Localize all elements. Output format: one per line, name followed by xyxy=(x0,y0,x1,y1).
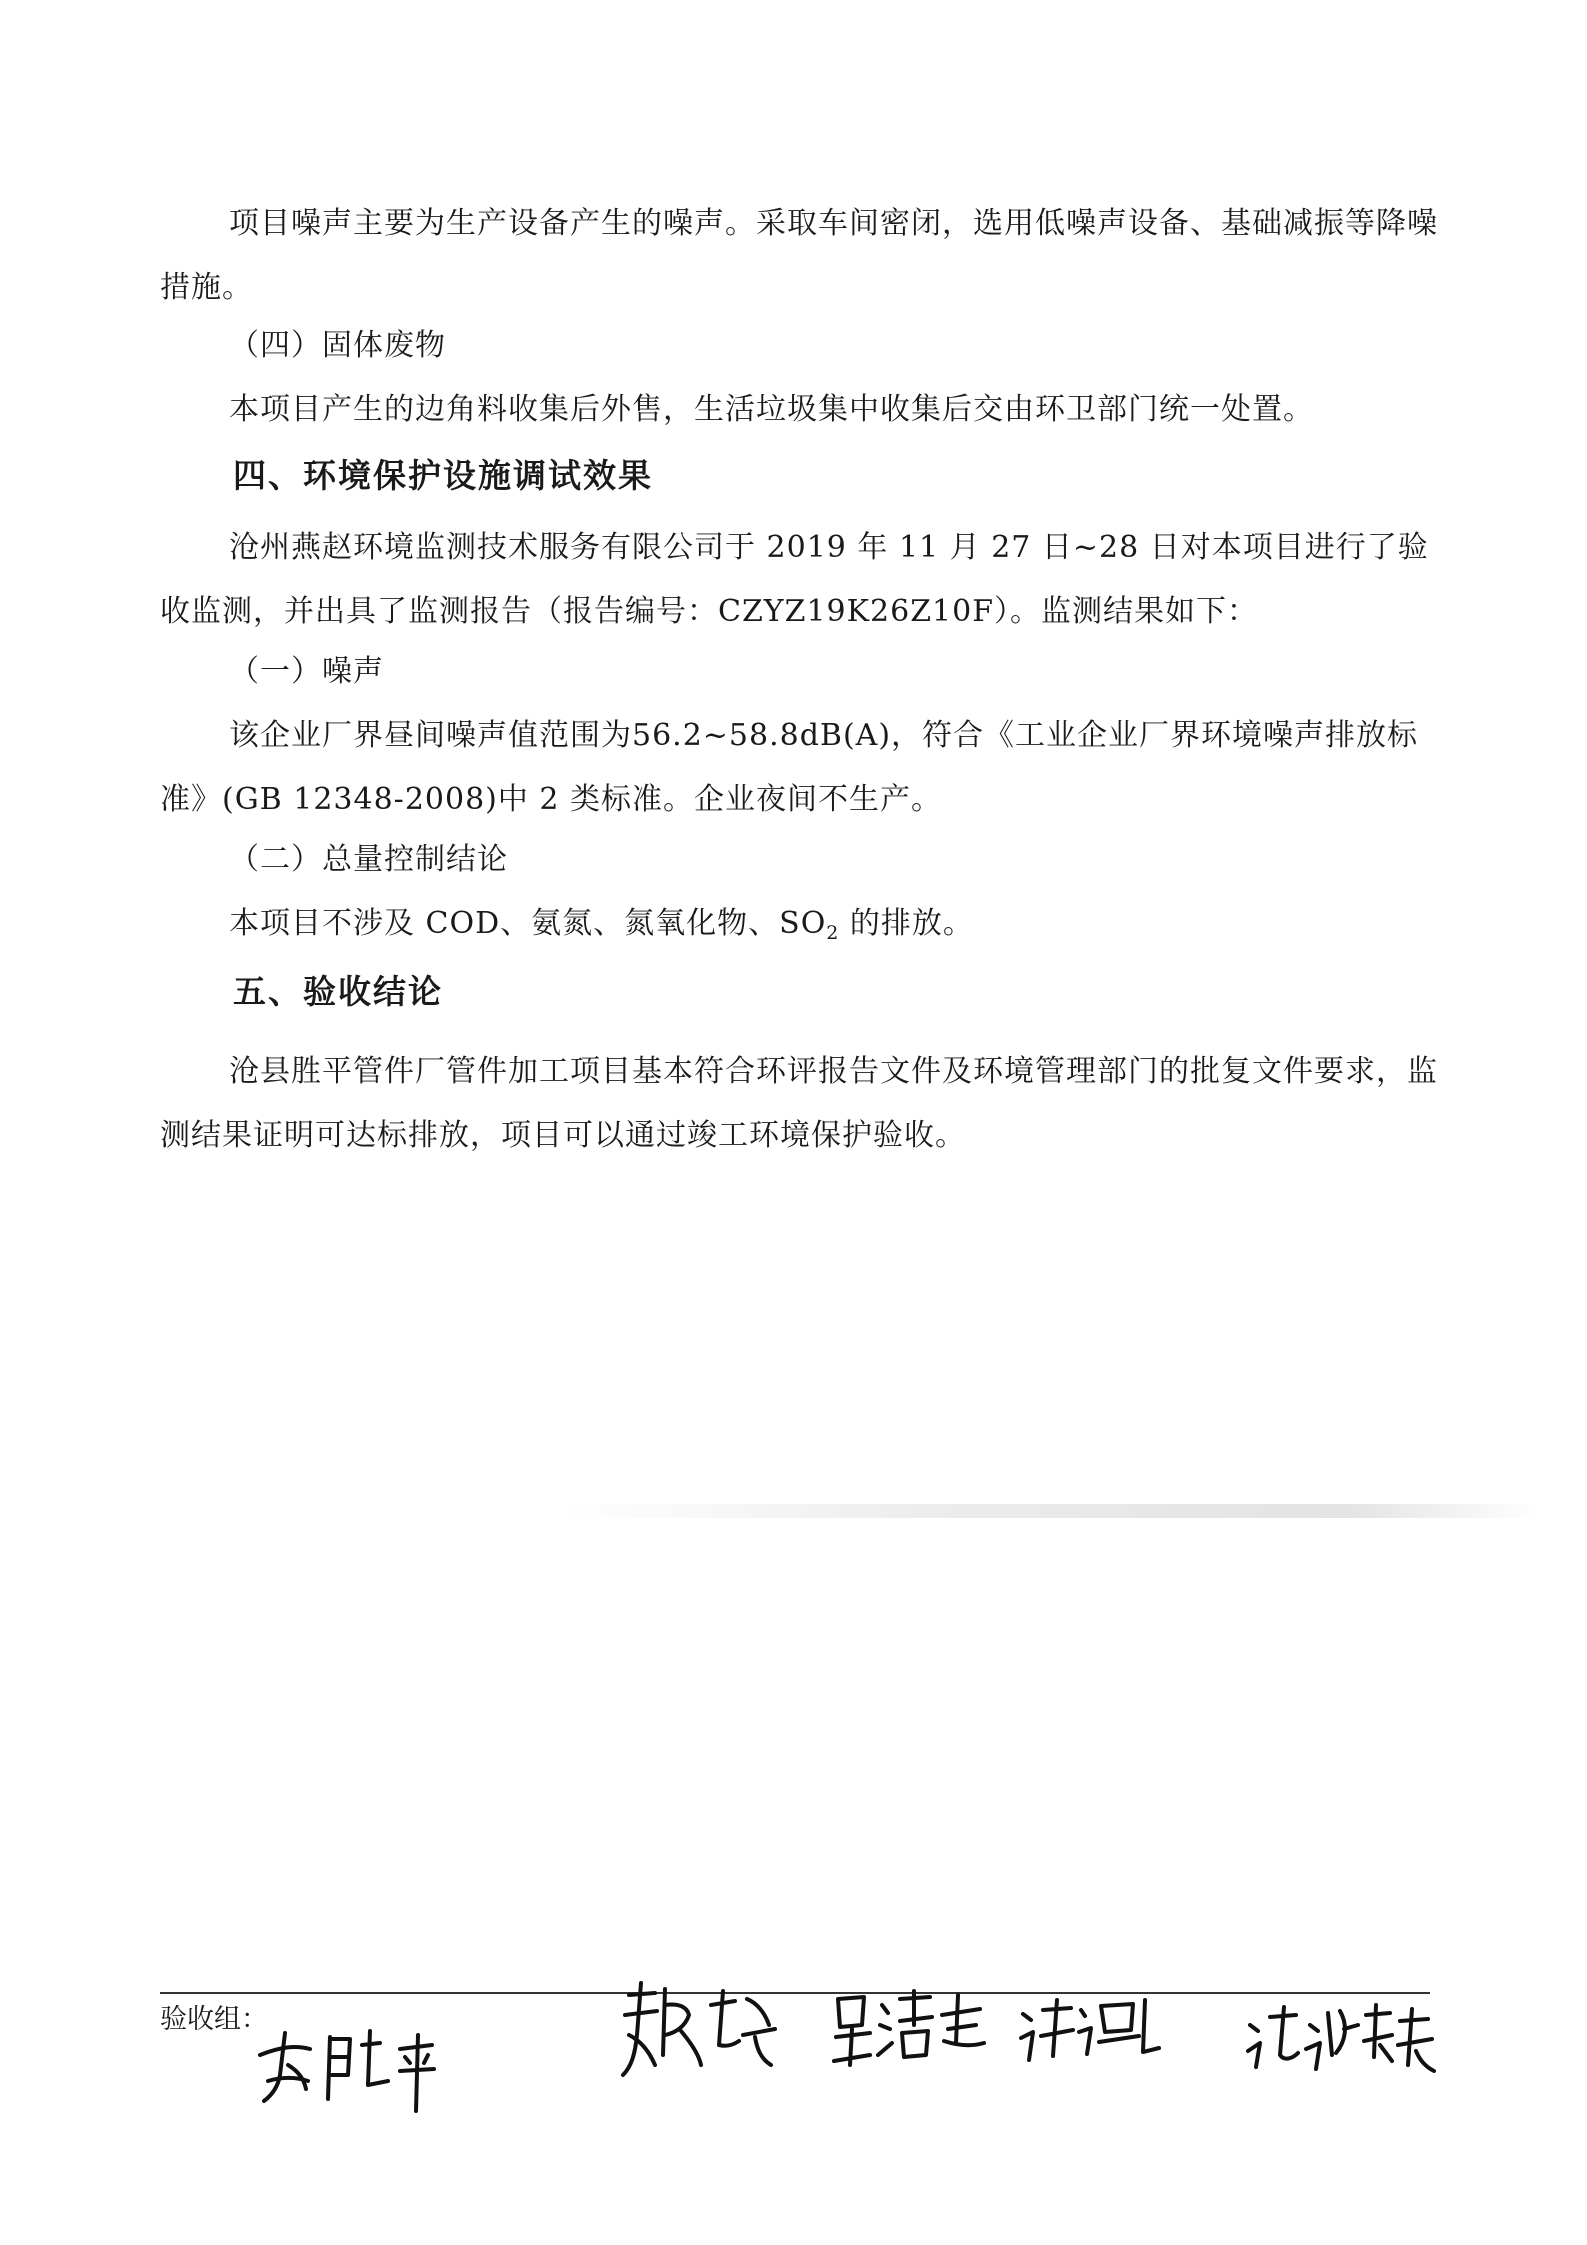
signature-line xyxy=(160,1992,1430,1994)
scan-artifact xyxy=(560,1504,1540,1518)
subheading-total-control: （二）总量控制结论 xyxy=(229,842,508,877)
paragraph-conclusion: 沧县胜平管件厂管件加工项目基本符合环评报告文件及环境管理部门的批复文件要求，监测结果证明可达标排放，项目可以通过竣工环境保护验收。 xyxy=(160,1054,1438,1153)
signature-handwriting-5 xyxy=(1240,1995,1440,2085)
signature-handwriting-4 xyxy=(1015,1990,1165,2065)
paragraph-monitoring: 沧州燕赵环境监测技术服务有限公司于 2019 年 11 月 27 日~28 日对本项目进行了验收监测，并出具了监测报告（报告编号：CZYZ19K26Z10F）。监测结果如下： xyxy=(160,530,1429,629)
signature-handwriting-2 xyxy=(615,1975,785,2085)
signature-handwriting-3 xyxy=(830,1985,990,2070)
paragraph-noise-result: 该企业厂界昼间噪声值范围为56.2~58.8dB(A)，符合《工业企业厂界环境噪声排放标准》(GB 12348-2008)中 2 类标准。企业夜间不生产。 xyxy=(160,718,1419,817)
signature-handwriting-1 xyxy=(250,2015,440,2115)
signature-label: 验收组： xyxy=(160,2004,268,2035)
section-heading-4: 四、环境保护设施调试效果 xyxy=(233,456,653,495)
subheading-solid-waste: （四）固体废物 xyxy=(229,328,446,363)
section-heading-5: 五、验收结论 xyxy=(233,972,443,1011)
paragraph-solid-waste: 本项目产生的边角料收集后外售，生活垃圾集中收集后交由环卫部门统一处置。 xyxy=(229,392,1314,427)
paragraph-noise-measures: 项目噪声主要为生产设备产生的噪声。采取车间密闭，选用低噪声设备、基础减振等降噪措施。 xyxy=(160,206,1438,305)
paragraph-total-control: 本项目不涉及 COD、氨氮、氮氧化物、$SO_2$ 的排放。 xyxy=(229,906,974,944)
subheading-noise: （一）噪声 xyxy=(229,654,384,689)
